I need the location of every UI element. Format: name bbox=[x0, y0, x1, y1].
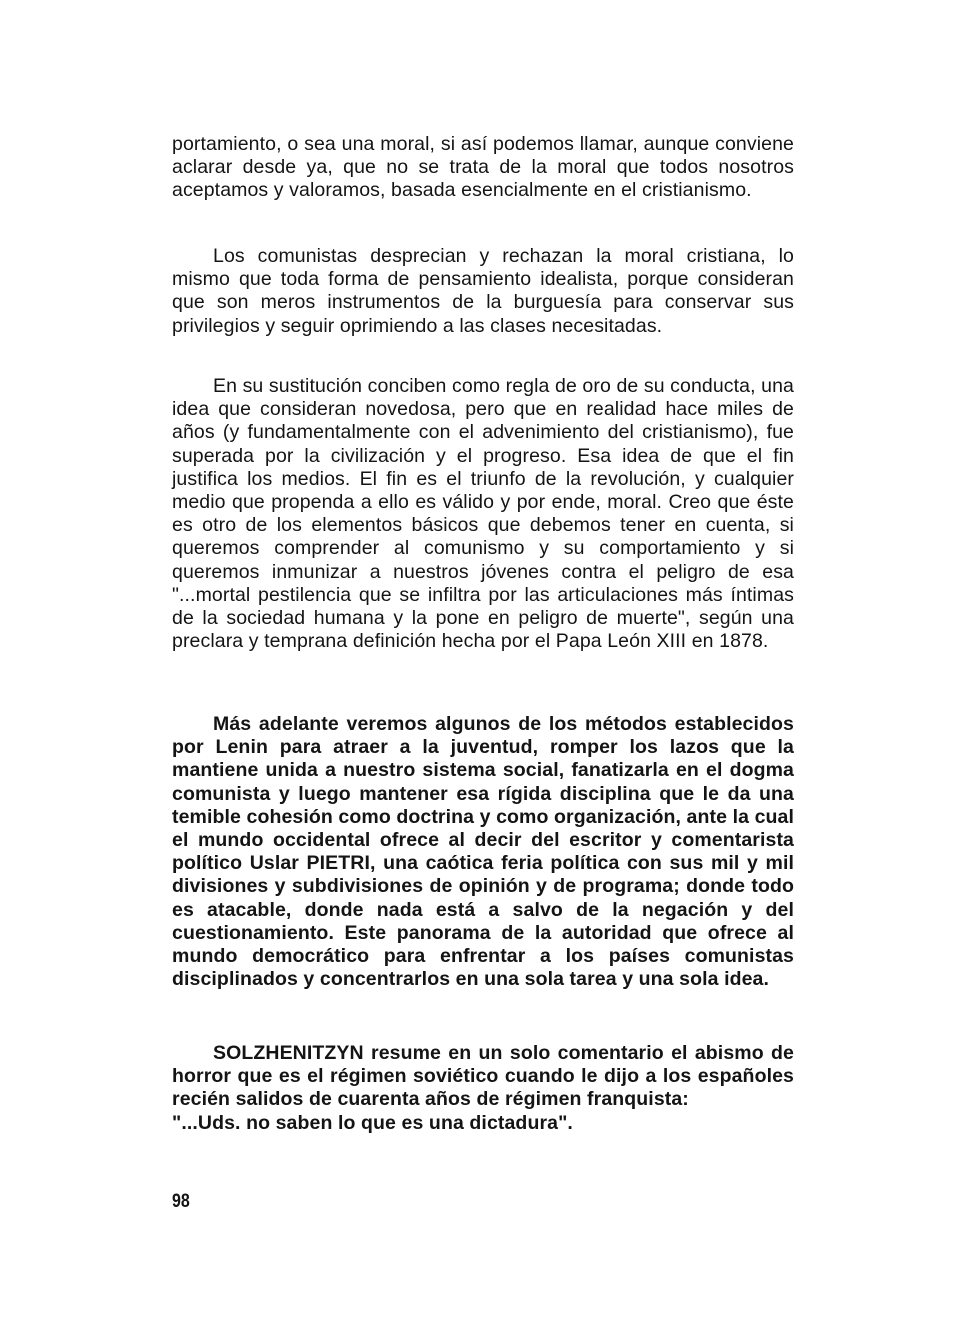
page-number: 98 bbox=[172, 1190, 190, 1212]
paragraph-3 bbox=[172, 375, 794, 653]
paragraph-1 bbox=[172, 133, 794, 203]
paragraph-4 bbox=[172, 713, 794, 991]
paragraph-text: SOLZHENITZYN resume en un solo comentario el abismo de horror que es el régimen soviético cuando le dijo a los españoles recién salidos de cuarenta años de régimen franquista: bbox=[172, 1042, 794, 1111]
paragraph-2 bbox=[172, 245, 794, 338]
paragraph-5 bbox=[172, 1042, 794, 1135]
paragraph-text: Los comunistas desprecian y rechazan la moral cristiana, lo mismo que toda forma de pensamiento idealista, porque consideran que son meros instrumentos de la burguesía para conservar sus privilegios y seguir oprimiendo a las clases necesitadas. bbox=[172, 245, 794, 337]
dictatorship-quote: "...Uds. no saben lo que es una dictadura". bbox=[172, 1111, 573, 1134]
paragraph-text: portamiento, o sea una moral, si así podemos llamar, aunque conviene aclarar desde ya, que no se trata de la moral que todos nosotros aceptamos y valoramos, basada esencialmente en el cristianismo. bbox=[172, 133, 794, 202]
paragraph-text: En su sustitución conciben como regla de oro de su conducta, una idea que consideran novedosa, pero que en realidad hace miles de años (y fundamentalmente con el advenimiento del cristianismo), fue superada por la civilización y el progreso. Esa idea de que el fin justifica los medios. El fin es el triunfo de la revolución, y cualquier medio que propenda a ello es válido y por ende, moral. Creo que éste es otro de los elementos básicos que debemos tener en cuenta, si queremos comprender al comunismo y su comportamiento y si queremos inmunizar a nuestros jóvenes contra el peligro de esa "...mortal pestilencia que se infiltra por las articulaciones más íntimas de la sociedad humana y la pone en peligro de muerte", según una preclara y temprana definición hecha por el Papa León XIII en 1878. bbox=[172, 375, 794, 653]
paragraph-text: Más adelante veremos algunos de los métodos establecidos por Lenin para atraer a la juventud, romper los lazos que la mantiene unida a nuestro sistema social, fanatizarla en el dogma comunista y luego mantener esa rígida disciplina que le da una temible cohesión como doctrina y como organización, ante la cual el mundo occidental ofrece al decir del escritor y comentarista político Uslar PIETRI, una caótica feria política con sus mil y mil divisiones y subdivisiones de opinión y de programa; donde todo es atacable, donde nada está a salvo de la negación y del cuestionamiento. Este panorama de la autoridad que ofrece al mundo democrático para enfrentar a los países comunistas disciplinados y concentrarlos en una sola tarea y una sola idea. bbox=[172, 713, 794, 991]
